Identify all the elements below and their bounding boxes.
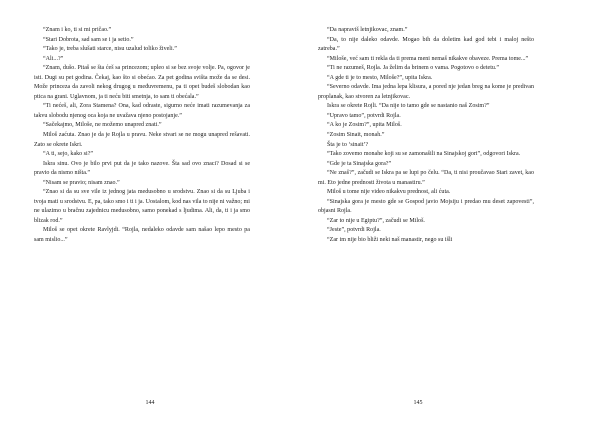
paragraph: “Ti nećeš, ali, Zora Stamena? Ona, kad odraste, sigurno neće imati razumevanja za takvu slobodu njenog oca koja ne uvažava njeno postojanje.” — [34, 103, 250, 119]
paragraph: “A ko je Zosim?”, upita Miloš. — [327, 122, 402, 129]
paragraph: “Sinajska gora je mesto gde se Gospod javio Mojsiju i predao mu deset zapovesti”, objasni Rojla. — [318, 198, 534, 215]
paragraph: Miloš se opet okrete Ravlyjdi. “Rojla, nedaleko odavde sam našao lepo mesto pa sam mislio...” — [34, 227, 250, 244]
paragraph: “Znam i ko, ti si mi pričao.” — [43, 27, 112, 33]
page-number-right: 145 — [413, 400, 423, 406]
paragraph: “Severno odavde. Ima jedna lepa klisura, a pored nje jedan breg na kome je predivan proplanak, kao stvoren za letnjikovac. — [318, 84, 534, 100]
paragraph: Iskra sinu. Ovo je bilo prvi put da je tako nazove. Šta sad ovo znaci? Dosad si se pravio da nismo ništa.” — [34, 160, 250, 177]
paragraph: Miloš zaćuta. Znao je da je Rojla u pravu. Neke stvari se ne mogu unapred rešavati. Zato se okrete Iskri. — [34, 132, 250, 148]
paragraph: “Ti ne razumeš, Rojla. Ja želim da brinem o vama. Pogotovo o detetu.” — [327, 65, 500, 72]
right-page — [302, 26, 534, 424]
paragraph: “Miloše, već sam ti rekla da ti prema meni nemaš nikakve obaveze. Prema tome...” — [327, 55, 529, 62]
paragraph: “Zar to nije u Egiptu?”, začudi se Miloš. — [327, 217, 425, 224]
paragraph: “Upravo tamo”, potvrdi Rojla. — [327, 112, 401, 119]
paragraph: “Tako zovemo monahe koji su se zamonašili na Sinajskoj gori”, odgovori Iskra. — [327, 151, 521, 158]
left-page-text — [34, 26, 250, 246]
left-page — [34, 26, 266, 424]
paragraph: Iskra se okrete Rojli. “Da nije to tamo gde se nastanio naš Zosim?” — [327, 103, 490, 110]
paragraph: “Zosim Sinait, monah.” — [327, 132, 385, 139]
paragraph: “Stari Dobrota, sad sam se i ja setio.” — [43, 36, 134, 43]
paragraph: “Znam, dušo. Pitaš se šta ćeš sa princezom; upleo si se bez svoje volje. Pa, ogovor je isti. Dugi su pet godina. Čekaj, kao što si obećao. Za pet godina svišta može da se desi. Može princeza da zavoli nekog drugog u međuvremenu, pa ti opet budeš slobodan kao ptica na grani. Uglavnom, ja ti neću biti smetnja, to sam ti obećala.” — [34, 65, 250, 100]
paragraph: “Znao si da su sve vile iz jednog jata medusobno u srodstvu. Znao si da su Ljuba i tvoja mati u srodstvu. E, pa, tako smo i ti i ja. Uostalom, kod nas vila to nije ni važno; mi ne ulazimo u bračnu zajednicu medusobno, samo ponekad s ljudima. Ali, da, ti i ja smo blizak rod.” — [34, 189, 250, 224]
paragraph: “Da, to nije daleko odavde. Mogao bih da doletim kad god tebi i maloj nešto zatreba.” — [318, 36, 534, 53]
paragraph: “A gde ti je to mesto, Miloše?”, upita Iskra. — [327, 74, 433, 81]
paragraph: “Tako je, treba slušati starce, nisu uzalud toliko živeli.” — [43, 46, 177, 53]
spread-gutter — [266, 26, 302, 424]
page-number-left: 144 — [145, 400, 155, 406]
paragraph: “Sačekajmo, Miloše, ne možemo unapred znati.” — [43, 122, 162, 129]
paragraph: “A ti, sejo, kako si?” — [43, 151, 94, 158]
paragraph: “Nisam se pravio; nisam znao.” — [43, 179, 120, 186]
paragraph: Šta je to ‘sinait’? — [327, 141, 369, 148]
paragraph: “Ali...?” — [43, 55, 64, 62]
paragraph: “Ne znaš?”, začudi se Iskra pa se lupi po čelu. “Da, ti nisi proučavao Stari zavet, kao mi. Eto jedne prednosti života u manastiru.” — [318, 170, 534, 186]
paragraph: “Da napraviš letnjikovac, znam.” — [327, 27, 408, 33]
paragraph: “Jeste”, potvrdi Rojla. — [327, 227, 381, 234]
paragraph: Miloš u tome nije video nikakvu prednost, ali ćuta. — [327, 189, 451, 196]
paragraph: “Zar im nije bio bliži neki naš manastir, nego su išli — [327, 237, 453, 244]
paragraph: “Gde je ta Sinajska gora?” — [327, 160, 392, 167]
right-page-text — [318, 26, 534, 246]
